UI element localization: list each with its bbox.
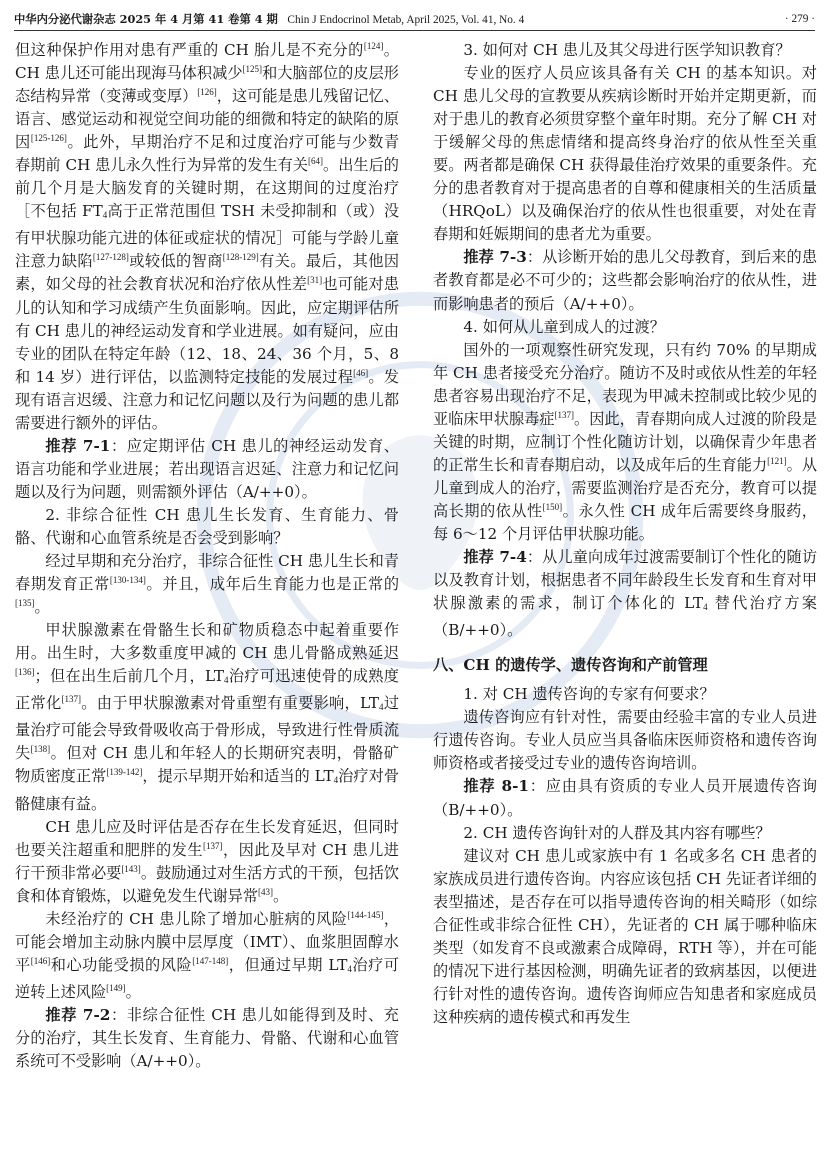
running-header xyxy=(14,8,815,31)
text-run: 国外的一项观察性研究发现，只有约 70% 的早期成年 CH 患者接受充分治疗。随访不及时或依从性差的年轻患者容易出现治疗不足，表现为甲减未控制或比较少见的亚临床甲状腺毒症 xyxy=(433,340,817,428)
section-heading xyxy=(433,654,817,677)
text-run: 有关。最后，其他因素，如父母的社会教育状况和治疗依从性差 xyxy=(15,252,400,294)
text-run: 治疗对骨骼健康有益。 xyxy=(15,767,400,813)
subscript: 4 xyxy=(333,775,339,786)
text-run: ，提示早期开始和适当的 LT xyxy=(142,767,334,786)
paragraph xyxy=(433,316,817,339)
paragraph xyxy=(433,775,817,821)
text-run: 或较低的智商 xyxy=(128,252,223,271)
text-run: 。从儿童到成人的治疗，需要监测治疗是否充分，教育可以提高长期的依从性 xyxy=(433,455,817,520)
text-run: 和大脑部位的皮层形态结构异常（变薄或变厚） xyxy=(15,64,399,106)
page-number: · 279 · xyxy=(784,13,815,25)
text-run: 甲状腺激素在骨骼生长和矿物质稳态中起着重要作用。出生时，大多数重度甲减的 CH 患儿骨骼成熟延迟 xyxy=(15,621,399,663)
text-run: ，这可能是患儿残留记忆、语言、感觉运动和视觉空间功能的细微和特定的缺陷的原因 xyxy=(15,87,399,152)
text-run: ；但在出生后前几个月，LT xyxy=(34,667,224,686)
citation: [128-129] xyxy=(222,252,259,263)
text-run: 。 xyxy=(273,886,289,905)
paragraph xyxy=(15,908,399,1004)
text-run: 专业的医疗人员应该具备有关 CH 的基本知识。对 CH 患儿父母的宣教要从疾病诊断时开始并定期更新，而对于患儿的教育必须贯穿整个童年时期。充分了解 CH 对于缓解父母的焦虑情绪和提高终身治疗的依从性至关重要。两者都是确保 CH 获得最佳治疗效果的重要条件。充分的患者教育对于提高患者的自尊和健康相关的生活质量（HRQoL）以及确保治疗的依从性也很重要，对处在青春期和妊娠期间的患者尤为重要。 xyxy=(433,64,817,244)
text-run: 。此外，早期治疗不足和过度治疗可能与少数青春期前 CH 患儿永久性行为异常的发生有关 xyxy=(15,133,400,175)
text-run: 。并且，成年后生育能力也是正常的 xyxy=(145,575,400,594)
text-run: ：从诊断开始的患儿父母教育，到后来的患者教育都是必不可少的；这些都会影响治疗的依从性，进而影响患者的预后（A/++0）。 xyxy=(433,248,818,313)
paragraph xyxy=(15,504,399,550)
citation: [149] xyxy=(106,982,126,993)
recommendation-label: 推荐 7-2 xyxy=(45,1005,111,1024)
right-column xyxy=(433,39,817,1029)
citation: [137] xyxy=(61,694,81,705)
citation: [46] xyxy=(353,367,369,378)
text-run: 2. 非综合征性 CH 患儿生长发育、生育能力、骨骼、代谢和心血管系统是否会受到影响？ xyxy=(15,505,399,547)
text-run: 治疗可逆转上述风险 xyxy=(15,955,400,1001)
citation: [130-134] xyxy=(109,575,146,586)
citation: [137] xyxy=(203,840,223,851)
citation: [139-142] xyxy=(106,767,143,778)
citation: [64] xyxy=(307,156,323,167)
citation: [126] xyxy=(197,87,217,98)
text-run: 。但对 CH 患儿和年轻人的长期研究表明，骨骼矿物质密度正常 xyxy=(15,744,399,786)
subscript: 4 xyxy=(703,602,708,613)
citation: [135] xyxy=(15,598,35,609)
paragraph xyxy=(15,1004,399,1073)
paragraph xyxy=(433,246,817,315)
text-run: CH 患儿应及时评估是否存在生长发育延迟，但同时也要关注超重和肥胖的发生 xyxy=(15,817,399,859)
paragraph xyxy=(433,822,817,845)
journal-name-cn: 中华内分泌代谢杂志 2025 年 4 月第 41 卷第 4 期 xyxy=(14,12,278,26)
subscript: 4 xyxy=(379,702,384,713)
recommendation-label: 推荐 7-3 xyxy=(463,248,527,267)
text-run: 八、CH 的遗传学、遗传咨询和产前管理 xyxy=(433,656,708,675)
citation: [43] xyxy=(258,886,273,897)
recommendation-label: 推荐 7-1 xyxy=(45,436,111,455)
paragraph xyxy=(15,39,399,435)
citation: [125] xyxy=(242,64,263,75)
paragraph xyxy=(433,546,817,642)
paragraph xyxy=(433,339,817,546)
paragraph xyxy=(15,435,399,504)
subscript: 4 xyxy=(223,675,229,686)
text-run: 但这种保护作用对患有严重的 CH 胎儿是不充分的 xyxy=(15,41,364,59)
text-run: 4. 如何从儿童到成人的过渡？ xyxy=(463,317,665,336)
text-run: 建议对 CH 患儿或家族中有 1 名或多名 CH 患者的家族成员进行遗传咨询。内容应该包括 CH 先证者详细的表型描述，是否存在可以指导遗传咨询的相关畸形（如综合征性或非综合征性 CH），先证者的 CH 属于哪种临床类型（如发育不良或激素合成障碍，RTH 等），并在可能的情况下进行基因检测，明确先证者的致病基因，以便进行针对性的遗传咨询。遗传咨询师应告知患者和家庭成员这种疾病的遗传模式和再发生 xyxy=(433,846,817,1026)
subscript: 4 xyxy=(347,963,352,974)
recommendation-label: 推荐 8-1 xyxy=(463,777,529,796)
paragraph xyxy=(15,816,399,908)
text-run: 和心功能受损的风险 xyxy=(50,955,193,974)
text-run: 替代治疗方案（B/++0）。 xyxy=(433,594,817,640)
citation: [150] xyxy=(542,501,563,512)
citation: [121] xyxy=(767,455,787,466)
text-run: 。CH 患儿还可能出现海马体积减少 xyxy=(15,41,399,83)
text-run: 也可能对患儿的认知和学习成绩产生负面影响。因此，应定期评估所有 CH 患儿的神经运动发育和学业进展。如有疑问，应由专业的团队在特定年龄（12、18、24、36 个月，5、8 和 14 岁）进行评估，以监测特定技能的发展过程 xyxy=(15,275,399,386)
citation: [138] xyxy=(30,744,51,755)
text-run: 1. 对 CH 遗传咨询的专家有何要求？ xyxy=(463,685,715,704)
citation: [125-126] xyxy=(30,133,67,144)
text-run: 。发现有语言迟缓、注意力和记忆问题以及行为问题的患儿都需要进行额外的评估。 xyxy=(15,367,400,432)
paragraph xyxy=(15,550,399,619)
text-run: 。 xyxy=(125,982,141,1001)
citation: [137] xyxy=(554,409,574,420)
text-run: ：从儿童向成年过渡需要制订个性化的随访以及教育计划，根据患者不同年龄段生长发育和生育对甲状腺激素的需求，制订个体化的 LT xyxy=(433,548,818,613)
text-run: 。因此，青春期向成人过渡的阶段是关键的时期，应制订个性化随访计划，以确保青少年患者的正常生长和青春期启动，以及成年后的生育能力 xyxy=(433,409,817,474)
journal-name-en: Chin J Endocrinol Metab, April 2025, Vol. 41, No. 4 xyxy=(287,14,525,26)
paragraph xyxy=(433,39,817,62)
text-run: ，因此及早对 CH 患儿进行干预非常必要 xyxy=(15,840,399,882)
paragraph xyxy=(433,62,817,246)
text-run: 未经治疗的 CH 患儿除了增加心脏病的风险 xyxy=(45,909,348,928)
citation: [146] xyxy=(30,955,51,966)
text-run: ：非综合征性 CH 患儿如能得到及时、充分的治疗，其生长发育、生育能力、骨骼、代谢和心血管系统可不受影响（A/++0）。 xyxy=(15,1005,399,1071)
text-run: 。出生后的前几个月是大脑发育的关键时期，在这期间的过度治疗［不包括 FT xyxy=(15,156,399,221)
paragraph xyxy=(433,683,817,706)
citation: [31] xyxy=(307,275,323,286)
paragraph xyxy=(433,845,817,1029)
text-run: ，但通过早期 LT xyxy=(228,955,348,974)
text-run: ：应由具有资质的专业人员开展遗传咨询（B/++0）。 xyxy=(433,777,818,819)
citation: [136] xyxy=(15,667,35,678)
citation: [124] xyxy=(363,41,384,51)
paragraph xyxy=(433,706,817,775)
text-run: 。 xyxy=(34,598,50,617)
text-run: 遗传咨询应有针对性，需要由经验丰富的专业人员进行遗传咨询。专业人员应当具备临床医师资格和遗传咨询师资格或者接受过专业的遗传咨询培训。 xyxy=(433,708,817,773)
citation: [147-148] xyxy=(192,955,229,966)
subscript: 4 xyxy=(102,210,108,221)
citation: [144-145] xyxy=(347,909,384,920)
citation: [143] xyxy=(121,863,141,874)
paragraph xyxy=(15,619,399,815)
text-run: ，可能会增加主动脉内膜中层厚度（IMT）、血浆胆固醇水平 xyxy=(15,909,400,974)
text-run: 经过早期和充分治疗，非综合征性 CH 患儿生长和青春期发育正常 xyxy=(15,552,399,594)
text-run: 治疗可迅速使骨的成熟度正常化 xyxy=(15,667,399,713)
text-run: 3. 如何对 CH 患儿及其父母进行医学知识教育？ xyxy=(463,41,791,59)
text-run: 过量治疗可能会导致骨吸收高于骨形成，导致进行性骨质流失 xyxy=(15,694,400,763)
text-run: 高于正常范围但 TSH 未受抑制和（或）没有甲状腺功能亢进的体征或症状的情况］可能与学龄儿童注意力缺陷 xyxy=(15,202,400,271)
text-run: 。鼓励通过对生活方式的干预，包括饮食和体育锻炼，以避免发生代谢异常 xyxy=(15,863,399,905)
text-run: 2. CH 遗传咨询针对的人群及其内容有哪些？ xyxy=(463,823,771,842)
citation: [127-128] xyxy=(92,252,129,263)
left-column xyxy=(15,39,399,1073)
text-run: 。由于甲状腺激素对骨重塑有重要影响，LT xyxy=(80,694,380,713)
recommendation-label: 推荐 7-4 xyxy=(463,548,527,567)
text-run: 。永久性 CH 成年后需要终身服药，每 6～12 个月评估甲状腺功能。 xyxy=(433,501,817,543)
text-run: ：应定期评估 CH 患儿的神经运动发育、语言功能和学业进展；若出现语言迟延、注意力和记忆问题以及行为问题，则需额外评估（A/++0）。 xyxy=(15,436,399,501)
